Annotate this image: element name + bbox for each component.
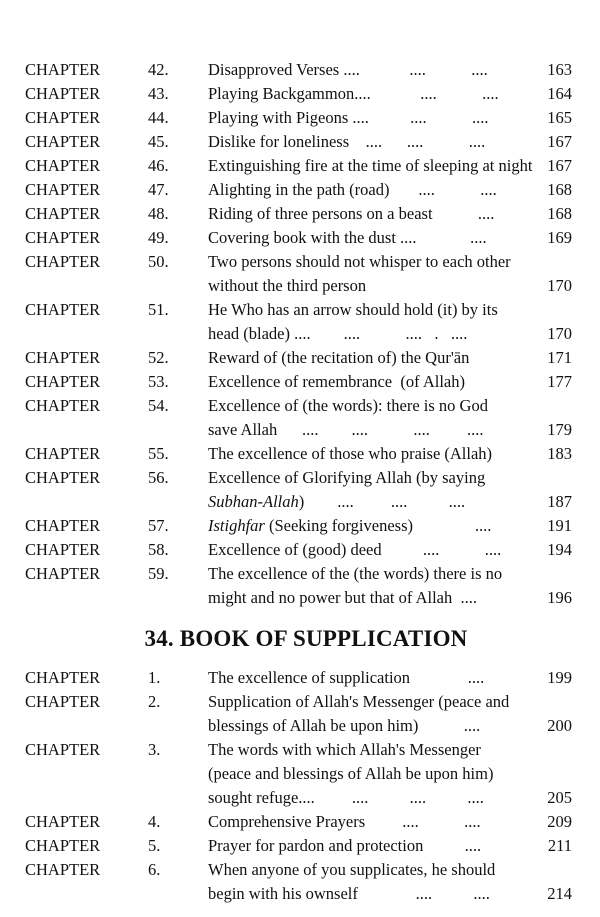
page-number: 170	[547, 324, 572, 343]
toc-entry	[0, 226, 600, 250]
chapter-label: CHAPTER	[25, 228, 101, 247]
chapter-label: CHAPTER	[25, 84, 101, 103]
chapter-number: 51.	[148, 300, 169, 319]
chapter-title	[208, 442, 538, 466]
chapter-label: CHAPTER	[25, 300, 101, 319]
page-number: 170	[547, 276, 572, 295]
chapter-title-line: Riding of three persons on a beast ....	[208, 204, 495, 223]
chapter-title-line: The excellence of the (the words) there is no	[208, 564, 503, 583]
page-number: 171	[547, 348, 572, 367]
page-number: 194	[547, 540, 572, 559]
chapter-title	[208, 394, 538, 442]
chapter-title-line: Playing Backgammon.... .... ....	[208, 84, 499, 103]
page-number: 191	[547, 516, 572, 535]
toc-entry	[0, 130, 600, 154]
chapter-title-line: Two persons should not whisper to each other	[208, 252, 511, 271]
page-number: 163	[547, 60, 572, 79]
chapter-number: 1.	[148, 668, 161, 687]
chapter-title-line: Covering book with the dust .... ....	[208, 228, 487, 247]
page-number: 214	[547, 884, 572, 903]
chapter-title	[208, 690, 538, 738]
chapter-title	[208, 82, 538, 106]
chapter-number: 56.	[148, 468, 169, 487]
chapter-title-line: sought refuge.... .... .... ....	[208, 788, 484, 807]
page-number: 196	[547, 588, 572, 607]
page-number: 177	[547, 372, 572, 391]
chapter-title-line: Playing with Pigeons .... .... ....	[208, 108, 489, 127]
page-number: 165	[547, 108, 572, 127]
page-number: 211	[547, 836, 572, 855]
page-number: 168	[547, 180, 572, 199]
chapter-title-line: blessings of Allah be upon him) ....	[208, 716, 481, 735]
chapter-number: 42.	[148, 60, 169, 79]
chapter-title	[208, 514, 538, 538]
toc-entry	[0, 394, 600, 442]
chapter-number: 47.	[148, 180, 169, 199]
chapter-title-line: save Allah .... .... .... ....	[208, 420, 484, 439]
chapter-label: CHAPTER	[25, 204, 101, 223]
chapter-label: CHAPTER	[25, 692, 101, 711]
chapter-number: 55.	[148, 444, 169, 463]
chapter-title	[208, 58, 538, 82]
page-number: 209	[547, 812, 572, 831]
chapter-number: 48.	[148, 204, 169, 223]
chapter-title	[208, 810, 538, 834]
page-number: 169	[547, 228, 572, 247]
toc-entry	[0, 250, 600, 298]
chapter-title-line: Excellence of remembrance (of Allah)	[208, 372, 465, 391]
toc-entry	[0, 370, 600, 394]
toc-entry	[0, 82, 600, 106]
chapter-title-line: The words with which Allah's Messenger	[208, 740, 481, 759]
chapter-title	[208, 130, 538, 154]
chapter-title-line: Extinguishing fire at the time of sleeping at night	[208, 156, 533, 175]
chapter-label: CHAPTER	[25, 156, 101, 175]
chapter-title	[208, 202, 538, 226]
page-number: 200	[547, 716, 572, 735]
chapter-title	[208, 538, 538, 562]
chapter-title-line: Excellence of (the words): there is no God	[208, 396, 488, 415]
toc-entry	[0, 562, 600, 610]
page-number: 205	[547, 788, 572, 807]
chapter-title	[208, 346, 538, 370]
chapter-title-line: Disapproved Verses .... .... ....	[208, 60, 488, 79]
chapter-title-line: Dislike for loneliness .... .... ....	[208, 132, 486, 151]
book-heading	[0, 624, 600, 654]
chapter-number: 4.	[148, 812, 161, 831]
chapter-title-line: Reward of (the recitation of) the Qur'ān	[208, 348, 470, 367]
chapter-number: 6.	[148, 860, 161, 879]
page-number: 164	[547, 84, 572, 103]
chapter-title-line: Alighting in the path (road) .... ....	[208, 180, 497, 199]
chapter-number: 57.	[148, 516, 169, 535]
chapter-title-line: without the third person	[208, 276, 367, 295]
chapter-title-line: head (blade) .... .... .... . ....	[208, 324, 468, 343]
chapter-label: CHAPTER	[25, 132, 101, 151]
chapter-label: CHAPTER	[25, 516, 101, 535]
toc-entry	[0, 666, 600, 690]
toc-entry	[0, 298, 600, 346]
chapter-title-line: (peace and blessings of Allah be upon him)	[208, 764, 494, 783]
chapter-title-line: He Who has an arrow should hold (it) by its	[208, 300, 498, 319]
toc-entry	[0, 106, 600, 130]
chapter-label: CHAPTER	[25, 444, 101, 463]
chapter-label: CHAPTER	[25, 860, 101, 879]
chapter-title-line: When anyone of you supplicates, he should	[208, 860, 496, 879]
page-number: 183	[547, 444, 572, 463]
chapter-title-line: The excellence of supplication ....	[208, 668, 485, 687]
page-number: 179	[547, 420, 572, 439]
chapter-number: 50.	[148, 252, 169, 271]
chapter-number: 58.	[148, 540, 169, 559]
chapter-title	[208, 466, 538, 514]
toc-entry	[0, 834, 600, 858]
chapter-number: 5.	[148, 836, 161, 855]
toc-entry	[0, 690, 600, 738]
page-number: 168	[547, 204, 572, 223]
toc-entry	[0, 858, 600, 906]
chapter-title	[208, 562, 538, 610]
chapter-title	[208, 666, 538, 690]
chapter-number: 44.	[148, 108, 169, 127]
chapter-label: CHAPTER	[25, 564, 101, 583]
toc-entry	[0, 178, 600, 202]
toc-entry	[0, 738, 600, 810]
book-heading-text: 34. BOOK OF SUPPLICATION	[144, 626, 468, 651]
chapter-label: CHAPTER	[25, 468, 101, 487]
chapter-label: CHAPTER	[25, 396, 101, 415]
chapter-number: 59.	[148, 564, 169, 583]
chapter-title-line: Supplication of Allah's Messenger (peace and	[208, 692, 510, 711]
page-number: 167	[547, 132, 572, 151]
chapter-title	[208, 226, 538, 250]
chapter-number: 54.	[148, 396, 169, 415]
toc-entry	[0, 514, 600, 538]
chapter-title	[208, 858, 538, 906]
chapter-title	[208, 250, 538, 298]
chapter-title	[208, 106, 538, 130]
chapter-title	[208, 370, 538, 394]
chapter-number: 3.	[148, 740, 161, 759]
chapter-label: CHAPTER	[25, 108, 101, 127]
chapter-title-line: Excellence of (good) deed .... ....	[208, 540, 502, 559]
chapter-number: 49.	[148, 228, 169, 247]
chapter-title	[208, 178, 538, 202]
chapter-title-line: The excellence of those who praise (Allah)	[208, 444, 493, 463]
chapter-number: 45.	[148, 132, 169, 151]
toc-entry	[0, 538, 600, 562]
toc-entry	[0, 810, 600, 834]
chapter-title-line: Istighfar (Seeking forgiveness) ....	[208, 516, 492, 535]
chapter-number: 52.	[148, 348, 169, 367]
toc-entry	[0, 442, 600, 466]
chapter-title-line: Excellence of Glorifying Allah (by saying	[208, 468, 486, 487]
chapter-label: CHAPTER	[25, 180, 101, 199]
chapter-title-line: Subhan-Allah) .... .... ....	[208, 492, 466, 511]
page-number: 199	[547, 668, 572, 687]
chapter-title-line: might and no power but that of Allah ....	[208, 588, 478, 607]
toc-entry	[0, 154, 600, 178]
chapter-title-line: Comprehensive Prayers .... ....	[208, 812, 481, 831]
chapter-title	[208, 738, 538, 810]
chapter-number: 53.	[148, 372, 169, 391]
chapter-label: CHAPTER	[25, 60, 101, 79]
chapter-label: CHAPTER	[25, 372, 101, 391]
chapter-label: CHAPTER	[25, 252, 101, 271]
toc-entry	[0, 346, 600, 370]
chapter-label: CHAPTER	[25, 740, 101, 759]
page-number: 167	[547, 156, 572, 175]
chapter-label: CHAPTER	[25, 836, 101, 855]
chapter-title-line: Prayer for pardon and protection ....	[208, 836, 482, 855]
chapter-title	[208, 298, 538, 346]
chapter-number: 2.	[148, 692, 161, 711]
chapter-number: 46.	[148, 156, 169, 175]
chapter-title-line: begin with his ownself .... ....	[208, 884, 490, 903]
page-number: 187	[547, 492, 572, 511]
chapter-title	[208, 834, 538, 858]
chapter-label: CHAPTER	[25, 348, 101, 367]
chapter-label: CHAPTER	[25, 540, 101, 559]
chapter-label: CHAPTER	[25, 668, 101, 687]
toc-entry	[0, 466, 600, 514]
toc-entry	[0, 58, 600, 82]
toc-entry	[0, 202, 600, 226]
chapter-title	[208, 154, 538, 178]
chapter-number: 43.	[148, 84, 169, 103]
chapter-label: CHAPTER	[25, 812, 101, 831]
